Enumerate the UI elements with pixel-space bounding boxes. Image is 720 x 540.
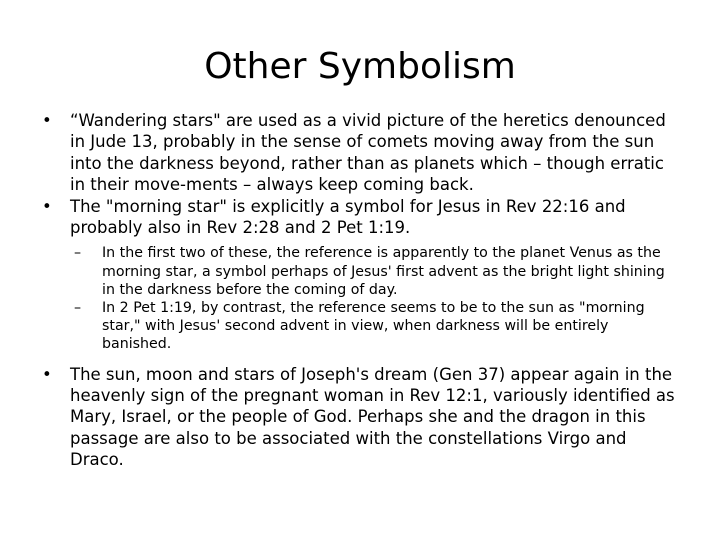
bullet-item	[36, 196, 676, 239]
sub-bullet-marker: –	[74, 300, 82, 317]
slide-title: Other Symbolism	[204, 46, 516, 87]
spacer	[36, 354, 676, 364]
bullet-marker: •	[42, 364, 52, 384]
bullet-text: The "morning star" is explicitly a symbol for Jesus in Rev 22:16 and probably also in Rev 2:28 and 2 Pet 1:19.	[70, 196, 626, 238]
sub-bullet-text: In 2 Pet 1:19, by contrast, the reference seems to be to the sun as "morning star," with Jesus' second advent in view, when darkness will be entirely banished.	[102, 300, 645, 353]
bullet-item	[36, 364, 676, 471]
bullet-marker: •	[42, 196, 52, 216]
sub-bullet-marker: –	[74, 245, 82, 262]
sub-bullet-text: In the first two of these, the reference is apparently to the planet Venus as the morning star, a symbol perhaps of Jesus' first advent as the bright light shining in the darkness before the coming of day.	[102, 245, 665, 298]
bullet-marker: •	[42, 111, 52, 130]
bullet-text: “Wandering stars" are used as a vivid picture of the heretics denounced in Jude 13, probably in the sense of comets moving away from the sun into the darkness beyond, rather than as planets which – though erratic in their move-ments – always keep coming back.	[70, 111, 666, 195]
bullet-item	[36, 110, 676, 196]
sub-bullet-item	[36, 244, 676, 299]
bullet-text: The sun, moon and stars of Joseph's dream (Gen 37) appear again in the heavenly sign of the pregnant woman in Rev 12:1, variously identified as Mary, Israel, or the people of God. Perhaps she and the dragon in this passage are also to be associated with the constellations Virgo and Draco.	[70, 364, 675, 470]
slide-content	[36, 110, 676, 471]
sub-bullet-item	[36, 299, 676, 354]
